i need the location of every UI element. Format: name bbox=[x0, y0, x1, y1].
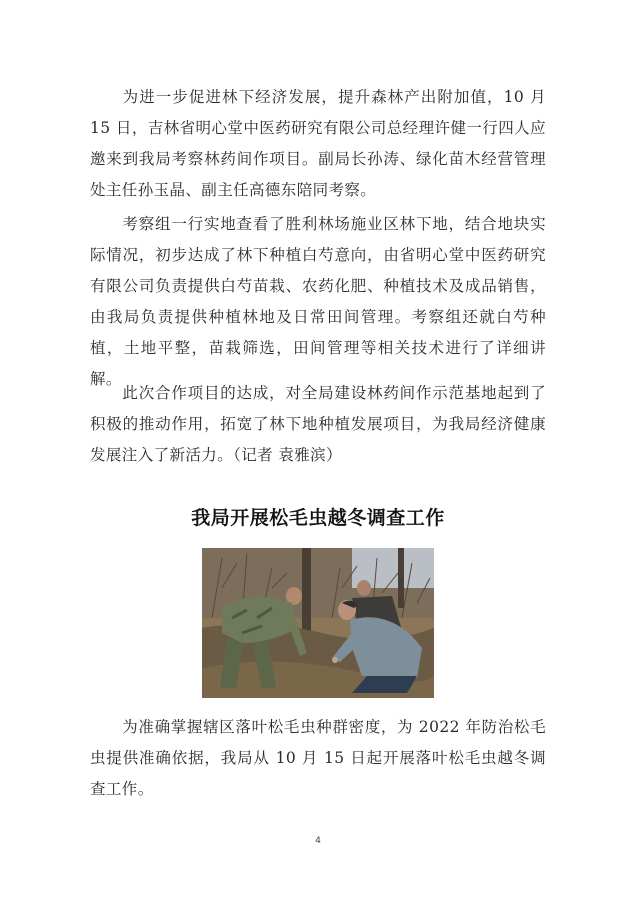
section-paragraph-text: 为准确掌握辖区落叶松毛虫种群密度，为 2022 年防治松毛虫提供准确依据，我局从 10 月 15 日起开展落叶松毛虫越冬调查工作。 bbox=[90, 718, 546, 798]
page-number: 4 bbox=[315, 836, 321, 846]
section-heading: 我局开展松毛虫越冬调查工作 bbox=[191, 507, 445, 529]
photo-tree-trunk-2 bbox=[398, 548, 404, 608]
article-paragraph-2-text: 考察组一行实地查看了胜利林场施业区林下地，结合地块实际情况，初步达成了林下种植白芍意向，由省明心堂中医药研究有限公司负责提供白芍苗栽、农药化肥、种植技术及成品销售，由我局负责提供种植林地及日常田间管理。考察组还就白芍种植，土地平整，苗栽筛选，田间管理等相关技术进行了详细讲解。 bbox=[90, 215, 546, 388]
article-paragraph-3 bbox=[90, 378, 546, 471]
news-photo bbox=[202, 548, 434, 698]
section-paragraph bbox=[90, 712, 546, 805]
photo-tree-trunk bbox=[302, 548, 311, 643]
article-paragraph-2 bbox=[90, 209, 546, 395]
article-paragraph-1 bbox=[90, 82, 546, 206]
forest-survey-photo bbox=[202, 548, 434, 698]
article-paragraph-3-text: 此次合作项目的达成，对全局建设林药间作示范基地起到了积极的推动作用，拓宽了林下地种植发展项目，为我局经济健康发展注入了新活力。（记者 袁雅滨） bbox=[90, 384, 546, 464]
article-paragraph-1-text: 为进一步促进林下经济发展，提升森林产出附加值，10 月15 日，吉林省明心堂中医药研究有限公司总经理许健一行四人应邀来到我局考察林药间作项目。副局长孙涛、绿化苗木经营管理处主任孙玉晶、副主任高德东陪同考察。 bbox=[90, 88, 546, 199]
